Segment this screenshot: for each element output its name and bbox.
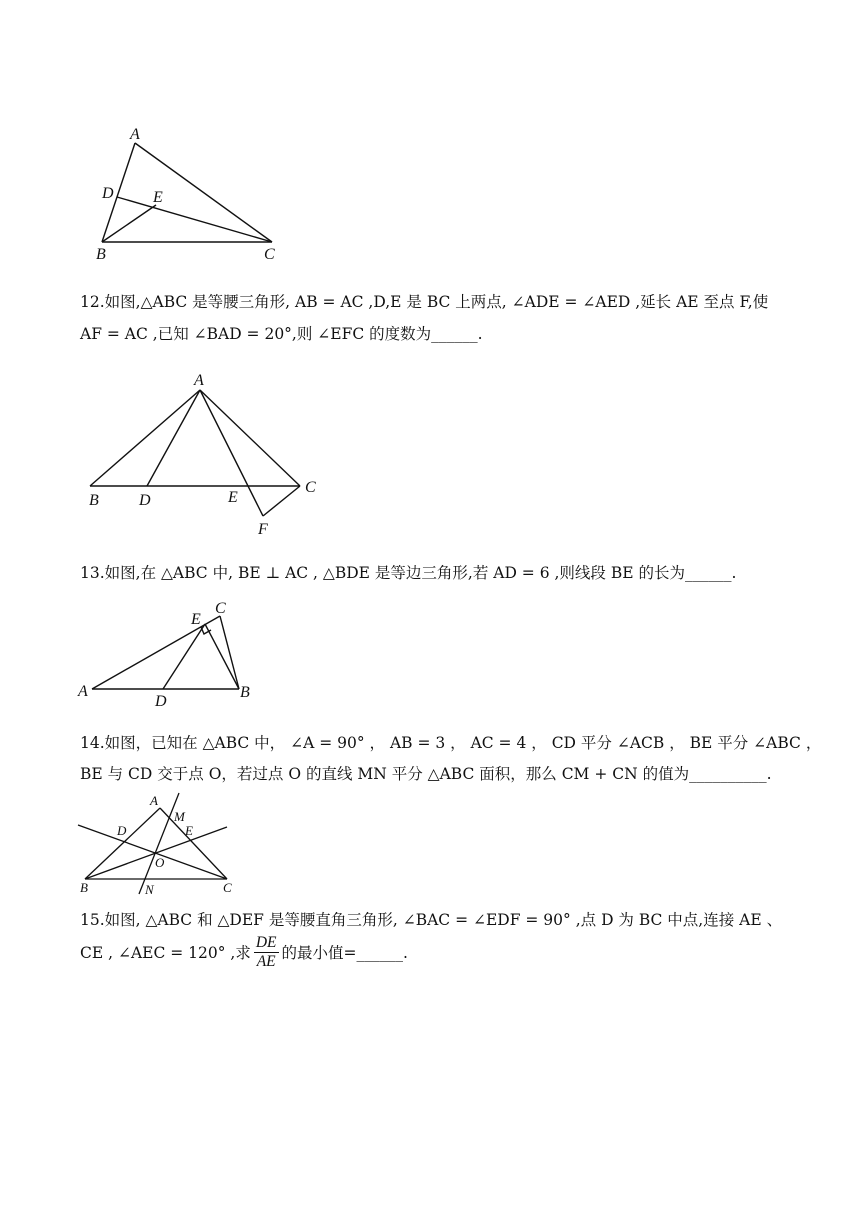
label-c: C [215, 600, 226, 617]
segment-ac [200, 390, 300, 486]
question-15-line1 [80, 908, 782, 932]
figure-11-svg [90, 125, 290, 265]
question-13 [80, 561, 736, 585]
segment-ab [90, 390, 200, 486]
label-e: E [153, 189, 163, 206]
question-14-text1: 如图，已知在 △ABC 中， ∠A = 90° ， AB = 3 ， AC = 4 ， CD 平分 ∠ACB ， BE 平分 ∠ABC ， [104, 734, 822, 752]
figure-14 [75, 790, 245, 904]
question-14-number: 14. [80, 734, 105, 752]
question-15-line2 [80, 934, 782, 971]
figure-11 [90, 125, 290, 269]
line-cd [78, 825, 227, 879]
label-e: E [228, 489, 238, 506]
question-13-text1: 如图,在 △ABC 中, BE ⊥ AC , △BDE 是等边三角形,若 AD = 6 ,则线段 BE 的长为______. [104, 564, 737, 582]
label-m: M [174, 809, 185, 824]
label-a: A [194, 372, 204, 389]
label-c: C [264, 246, 275, 263]
question-14 [80, 731, 821, 786]
label-b: B [89, 492, 99, 509]
label-a: A [150, 793, 158, 808]
segment-de [163, 624, 205, 689]
segment-fc [263, 486, 300, 516]
label-d: D [102, 185, 114, 202]
label-a: A [78, 683, 88, 700]
fraction-numerator: DE [255, 934, 277, 951]
question-13-line1 [80, 561, 736, 585]
segment-eb [205, 624, 239, 689]
label-b: B [96, 246, 106, 263]
label-a: A [130, 126, 140, 143]
label-b: B [80, 880, 88, 895]
label-o: O [155, 855, 165, 870]
label-e: E [185, 823, 193, 838]
question-12-number: 12. [80, 293, 105, 311]
question-15-text2-pre: CE , ∠AEC = 120° ,求 [80, 943, 251, 962]
segment-ac [160, 808, 227, 879]
segment-ad [147, 390, 200, 486]
question-12-line2: AF = AC ,已知 ∠BAD = 20°,则 ∠EFC 的度数为______. [80, 325, 483, 343]
figure-12-svg [85, 368, 325, 543]
figure-14-svg [75, 790, 245, 900]
figure-13 [75, 596, 265, 715]
segment-cb [220, 616, 239, 689]
label-d: D [139, 492, 151, 509]
label-d: D [155, 693, 167, 710]
segment-be [102, 205, 156, 242]
question-13-number: 13. [80, 564, 105, 582]
segment-ac [92, 616, 220, 689]
segment-dc [117, 197, 272, 242]
label-c: C [223, 880, 232, 895]
question-12-line1 [80, 290, 768, 314]
label-d: D [117, 823, 127, 838]
figure-13-svg [75, 596, 265, 711]
question-15-text1: 如图, △ABC 和 △DEF 是等腰直角三角形, ∠BAC = ∠EDF = 90° ,点 D 为 BC 中点,连接 AE 、 [104, 911, 783, 929]
label-n: N [145, 882, 154, 897]
label-f: F [258, 521, 268, 538]
question-12-text1: 如图,△ABC 是等腰三角形, AB = AC ,D,E 是 BC 上两点, ∠ADE = ∠AED ,延长 AE 至点 F,使 [104, 293, 769, 311]
label-b: B [240, 684, 250, 701]
label-c: C [305, 479, 316, 496]
fraction-denominator: AE [256, 953, 276, 970]
figure-12 [85, 368, 325, 547]
question-12 [80, 290, 768, 346]
question-15-text2-post: 的最小值=______. [281, 943, 408, 962]
question-15 [80, 908, 782, 971]
label-e: E [191, 611, 201, 628]
question-14-line2: BE 与 CD 交于点 O，若过点 O 的直线 MN 平分 △ABC 面积，那么 CM + CN 的值为__________. [80, 765, 772, 783]
fraction-de-ae [254, 934, 279, 971]
question-14-line1 [80, 731, 821, 755]
question-15-number: 15. [80, 911, 105, 929]
